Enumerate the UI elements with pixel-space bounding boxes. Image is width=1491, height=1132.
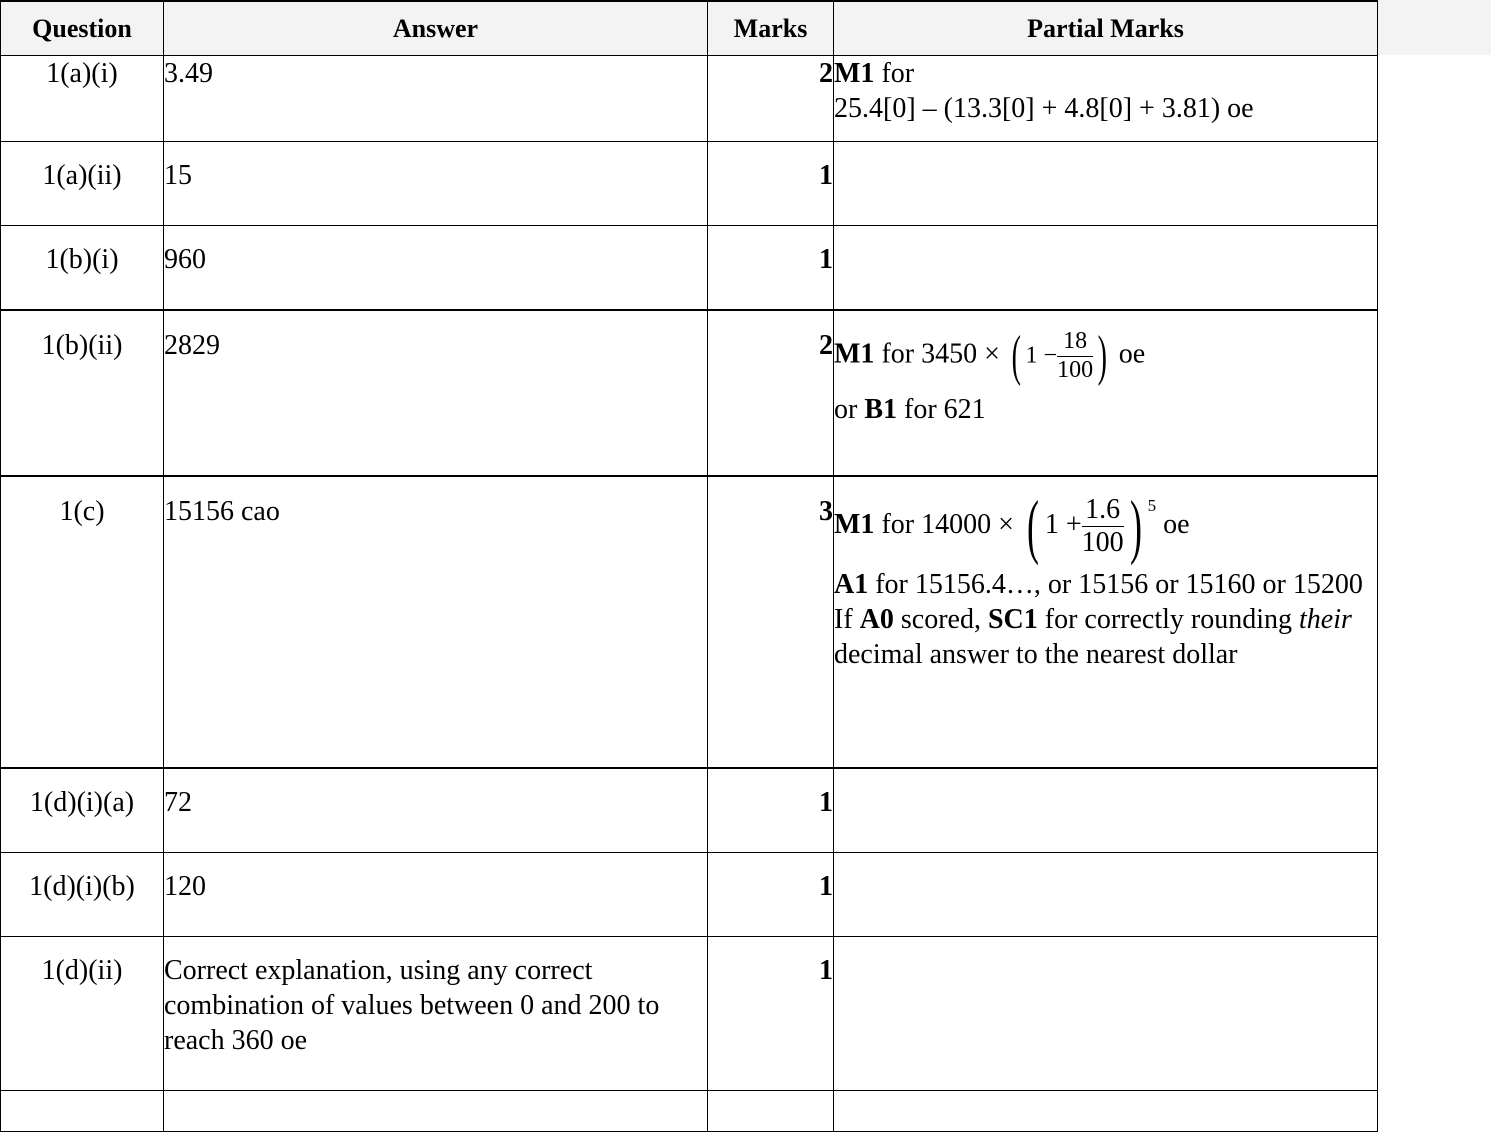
table-row	[1, 476, 1378, 768]
question-cell: 1(d)(ii)	[1, 937, 164, 1091]
exponent: 5	[1147, 496, 1157, 515]
question-cell: 1(a)(ii)	[1, 142, 164, 226]
marks-cell: 2	[708, 310, 834, 476]
method-line	[834, 324, 1377, 387]
partial-marks-cell	[834, 937, 1378, 1091]
fraction-denominator: 100	[1057, 356, 1094, 383]
accuracy-line	[834, 567, 1377, 602]
alternative-line	[834, 392, 1377, 427]
question-header: Question	[1, 1, 164, 56]
marks-cell: 1	[708, 226, 834, 311]
fraction-numerator: 18	[1057, 328, 1093, 357]
mark-code: M1	[834, 509, 875, 541]
table-row	[1, 56, 1378, 142]
mark-code: M1	[834, 338, 875, 370]
partial-text: for 3450 ×	[874, 338, 1007, 370]
question-cell: 1(d)(i)(a)	[1, 768, 164, 853]
marks-cell: 1	[708, 768, 834, 853]
partial-text: decimal answer to the nearest dollar	[834, 639, 1238, 671]
partial-text: for	[874, 58, 915, 89]
left-paren: (	[1011, 324, 1021, 387]
mark-code: A0	[859, 604, 894, 636]
header-row	[1, 1, 1378, 56]
answer-cell: 960	[164, 226, 708, 311]
partial-text: or	[834, 394, 865, 426]
partial-marks-cell	[834, 310, 1378, 476]
mark-code: SC1	[987, 604, 1038, 636]
math-expression: 1 −	[1025, 342, 1058, 369]
partial-text: oe	[1156, 509, 1190, 541]
fraction	[1057, 328, 1093, 384]
question-cell: 1(b)(i)	[1, 226, 164, 311]
answer-cell: 15156 cao	[164, 476, 708, 768]
partial-text: scored,	[893, 604, 988, 636]
marks-cell: 1	[708, 142, 834, 226]
math-expression: 1 +	[1044, 509, 1082, 541]
partial-marks-cell	[834, 226, 1378, 311]
right-paren: )	[1097, 324, 1108, 387]
answer-cell: 72	[164, 768, 708, 853]
fraction-numerator: 1.6	[1082, 494, 1124, 527]
table-row	[1, 142, 1378, 226]
question-cell: 1(d)(i)(b)	[1, 853, 164, 937]
right-paren: )	[1129, 486, 1142, 567]
table-row	[1, 937, 1378, 1091]
marks-cell: 3	[708, 476, 834, 768]
mark-code: A1	[834, 569, 869, 601]
answer-cell	[164, 1091, 708, 1132]
partial-line: 25.4[0] – (13.3[0] + 4.8[0] + 3.81) oe	[834, 93, 1254, 124]
fraction	[1082, 494, 1124, 559]
partial-marks-cell	[834, 768, 1378, 853]
partial-marks-header: Partial Marks	[834, 1, 1378, 56]
partial-marks-cell	[834, 853, 1378, 937]
mark-code: B1	[864, 394, 898, 426]
marks-cell: 1	[708, 937, 834, 1091]
table-row	[1, 310, 1378, 476]
answer-cell: 15	[164, 142, 708, 226]
answer-cell: 2829	[164, 310, 708, 476]
marks-cell	[708, 1091, 834, 1132]
partial-marks-cell	[834, 56, 1378, 142]
partial-marks-cell	[834, 476, 1378, 768]
marks-header: Marks	[708, 1, 834, 56]
partial-text: oe	[1111, 338, 1146, 370]
answer-cell: 120	[164, 853, 708, 937]
marks-cell: 2	[708, 56, 834, 142]
marks-cell: 1	[708, 853, 834, 937]
table-row	[1, 226, 1378, 311]
answer-header: Answer	[164, 1, 708, 56]
partial-marks-cell	[834, 142, 1378, 226]
mark-code: M1	[834, 58, 875, 89]
fraction-denominator: 100	[1081, 527, 1124, 559]
partial-marks-cell	[834, 1091, 1378, 1132]
answer-cell: 3.49	[164, 56, 708, 142]
question-cell	[1, 1091, 164, 1132]
partial-text: for correctly rounding	[1037, 604, 1300, 636]
question-cell: 1(a)(i)	[1, 56, 164, 142]
left-paren: (	[1026, 486, 1039, 567]
method-line	[834, 486, 1377, 567]
emphasis-text: their	[1299, 604, 1352, 636]
question-cell: 1(c)	[1, 476, 164, 768]
partial-text: If	[834, 604, 860, 636]
question-cell: 1(b)(ii)	[1, 310, 164, 476]
table-row	[1, 768, 1378, 853]
special-case-line	[834, 602, 1377, 672]
partial-text: for 14000 ×	[874, 509, 1021, 541]
partial-text: for 621	[897, 394, 986, 426]
table-row	[1, 853, 1378, 937]
answer-cell: Correct explanation, using any correct combination of values between 0 and 200 to reach 360 oe	[164, 937, 708, 1091]
partial-text: for 15156.4…, or 15156 or 15160 or 15200	[868, 569, 1363, 601]
partial-line	[834, 56, 1377, 91]
table-row	[1, 1091, 1378, 1132]
